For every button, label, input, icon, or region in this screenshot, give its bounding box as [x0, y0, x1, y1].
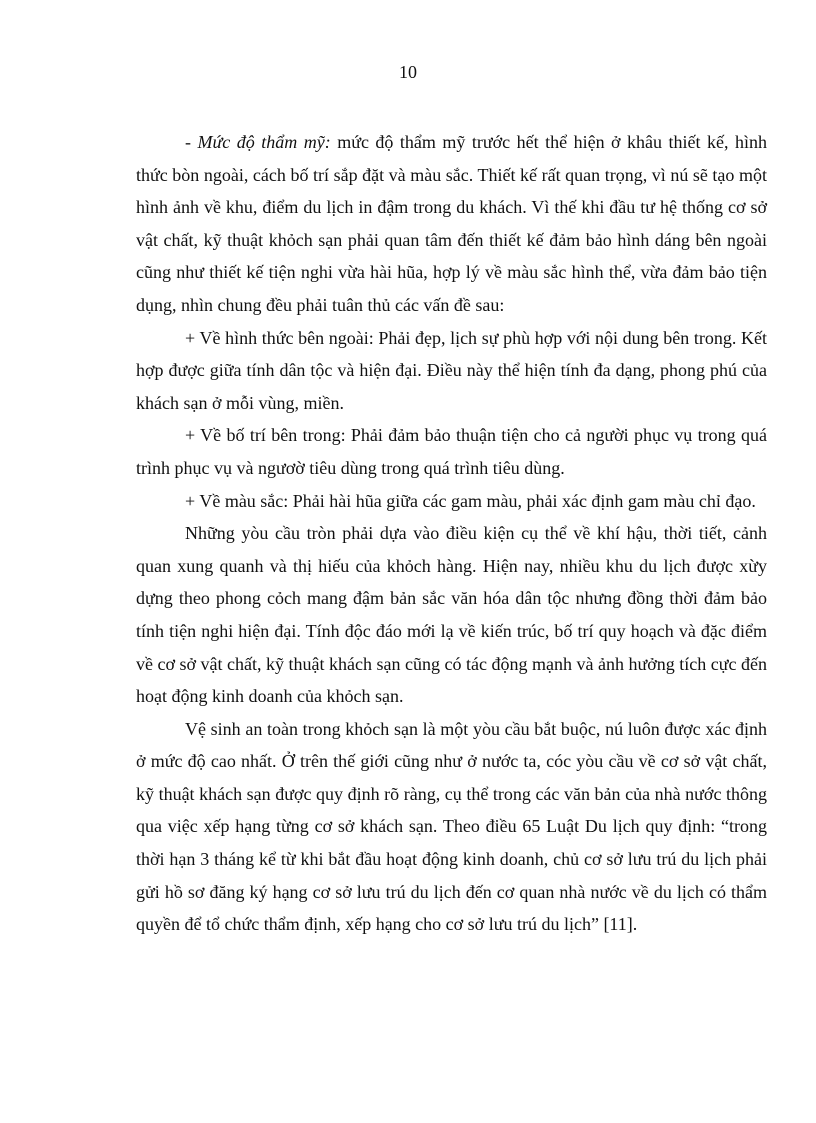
term-aesthetic-level: - Mức độ thẩm mỹ: [185, 132, 331, 152]
paragraph-text: mức độ thẩm mỹ trước hết thể hiện ở khâu thiết kế, hình thức bòn ngoài, cách bố trí sắp đặt và màu sắc. Thiết kế rất quan trọng, vì nú sẽ tạo một hình ảnh về khu, điểm du lịch in đậm trong du khách. Vì thế khi đầu tư hệ thống cơ sở vật chất, kỹ thuật khỏch sạn phải quan tâm đến thiết kế đảm bảo hình dáng bên ngoài cũng như thiết kế tiện nghi vừa hài hũa, hợp lý về màu sắc hình thể, vừa đảm bảo tiện dụng, nhìn chung đều phải tuân thủ các vấn đề sau: [136, 132, 767, 315]
paragraph-requirements: Những yòu cầu tròn phải dựa vào điều kiện cụ thể về khí hậu, thời tiết, cảnh quan xung quanh và thị hiếu của khỏch hàng. Hiện nay, nhiều khu du lịch được xừy dựng theo phong cỏch mang đậm bản sắc văn hóa dân tộc nhưng đồng thời đảm bảo tính tiện nghi hiện đại. Tính độc đáo mới lạ về kiến trúc, bố trí quy hoạch và đặc điểm về cơ sở vật chất, kỹ thuật khách sạn cũng có tác động mạnh và ảnh hưởng tích cực đến hoạt động kinh doanh của khỏch sạn. [136, 523, 767, 707]
paragraph-aesthetic-level [136, 126, 767, 322]
page-number: 10 [399, 62, 417, 82]
paragraph-interior-layout: + Về bố trí bên trong: Phải đảm bảo thuận tiện cho cả người phục vụ trong quá trình phục vụ và ngươờ tiêu dùng trong quá trình tiêu dùng. [136, 425, 767, 478]
paragraph-hygiene-safety: Vệ sinh an toàn trong khỏch sạn là một yòu cầu bắt buộc, nú luôn được xác định ở mức độ cao nhất. Ở trên thế giới cũng như ở nước ta, cóc yòu cầu về cơ sở vật chất, kỹ thuật khách sạn được quy định rõ ràng, cụ thể trong các văn bản của nhà nước thông qua việc xếp hạng từng cơ sở khách sạn. Theo điều 65 Luật Du lịch quy định: “trong thời hạn 3 tháng kể từ khi bắt đầu hoạt động kinh doanh, chủ cơ sở lưu trú du lịch phải gửi hồ sơ đăng ký hạng cơ sở lưu trú du lịch đến cơ quan nhà nước về du lịch có thẩm quyền để tổ chức thẩm định, xếp hạng cho cơ sở lưu trú du lịch” [11]. [136, 718, 767, 935]
body-text [136, 126, 767, 941]
paragraph-exterior-form: + Về hình thức bên ngoài: Phải đẹp, lịch sự phù hợp với nội dung bên trong. Kết hợp được giữa tính dân tộc và hiện đại. Điều này thể hiện tính đa dạng, phong phú của khách sạn ở mỗi vùng, miền. [136, 327, 767, 413]
paragraph-color: + Về màu sắc: Phải hài hũa giữa các gam màu, phải xác định gam màu chỉ đạo. [185, 490, 756, 511]
